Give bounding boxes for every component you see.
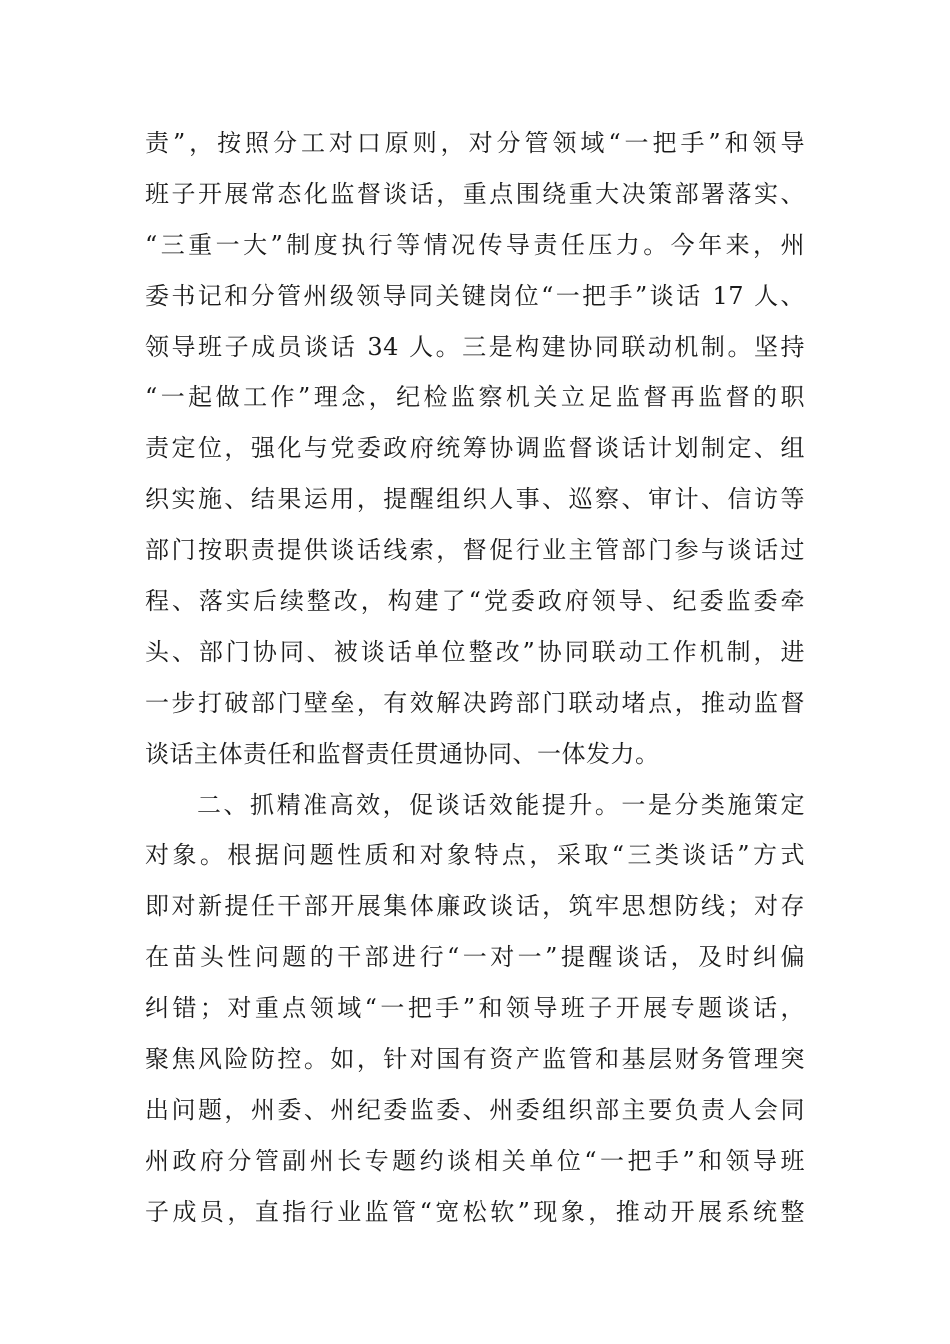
text-line: 织实施、结果运用，提醒组织人事、巡察、审计、信访等: [145, 485, 805, 514]
text-line: 谈话主体责任和监督责任贯通协同、一体发力。: [145, 739, 660, 768]
paragraph-2: [145, 780, 805, 1238]
text-line: 头、部门协同、被谈话单位整改”协同联动工作机制，进: [145, 637, 805, 666]
paragraph-1: [145, 118, 805, 780]
text-line: 委书记和分管州级领导同关键岗位“一把手”谈话 17 人、: [145, 281, 805, 310]
text-line: 州政府分管副州长专题约谈相关单位“一把手”和领导班: [145, 1146, 805, 1175]
text-line: 责”，按照分工对口原则，对分管领域“一把手”和领导: [145, 129, 805, 157]
text-line: 即对新提任干部开展集体廉政谈话，筑牢思想防线；对存: [145, 892, 805, 921]
text-line: “一起做工作”理念，纪检监察机关立足监督再监督的职: [145, 383, 805, 412]
text-line: 出问题，州委、州纪委监委、州委组织部主要负责人会同: [145, 1095, 805, 1124]
text-line: 一步打破部门壁垒，有效解决跨部门联动堵点，推动监督: [145, 688, 805, 717]
text-line: 领导班子成员谈话 34 人。三是构建协同联动机制。坚持: [145, 332, 805, 361]
text-line: 聚焦风险防控。如，针对国有资产监管和基层财务管理突: [145, 1045, 805, 1074]
text-line: 程、落实后续整改，构建了“党委政府领导、纪委监委牵: [145, 587, 805, 616]
text-line: 班子开展常态化监督谈话，重点围绕重大决策部署落实、: [145, 179, 805, 208]
text-line: 二、抓精准高效，促谈话效能提升。一是分类施策定: [197, 790, 805, 819]
body-text: [145, 118, 805, 1238]
text-line: 责定位，强化与党委政府统筹协调监督谈话计划制定、组: [145, 434, 805, 463]
text-line: 在苗头性问题的干部进行“一对一”提醒谈话，及时纠偏: [145, 943, 805, 972]
text-line: “三重一大”制度执行等情况传导责任压力。今年来，州: [145, 230, 805, 259]
text-line: 子成员，直指行业监管“宽松软”现象，推动开展系统整: [145, 1197, 805, 1226]
text-line: 部门按职责提供谈话线索，督促行业主管部门参与谈话过: [145, 536, 805, 565]
text-line: 纠错；对重点领域“一把手”和领导班子开展专题谈话，: [145, 994, 805, 1023]
text-line: 对象。根据问题性质和对象特点，采取“三类谈话”方式: [145, 841, 805, 870]
